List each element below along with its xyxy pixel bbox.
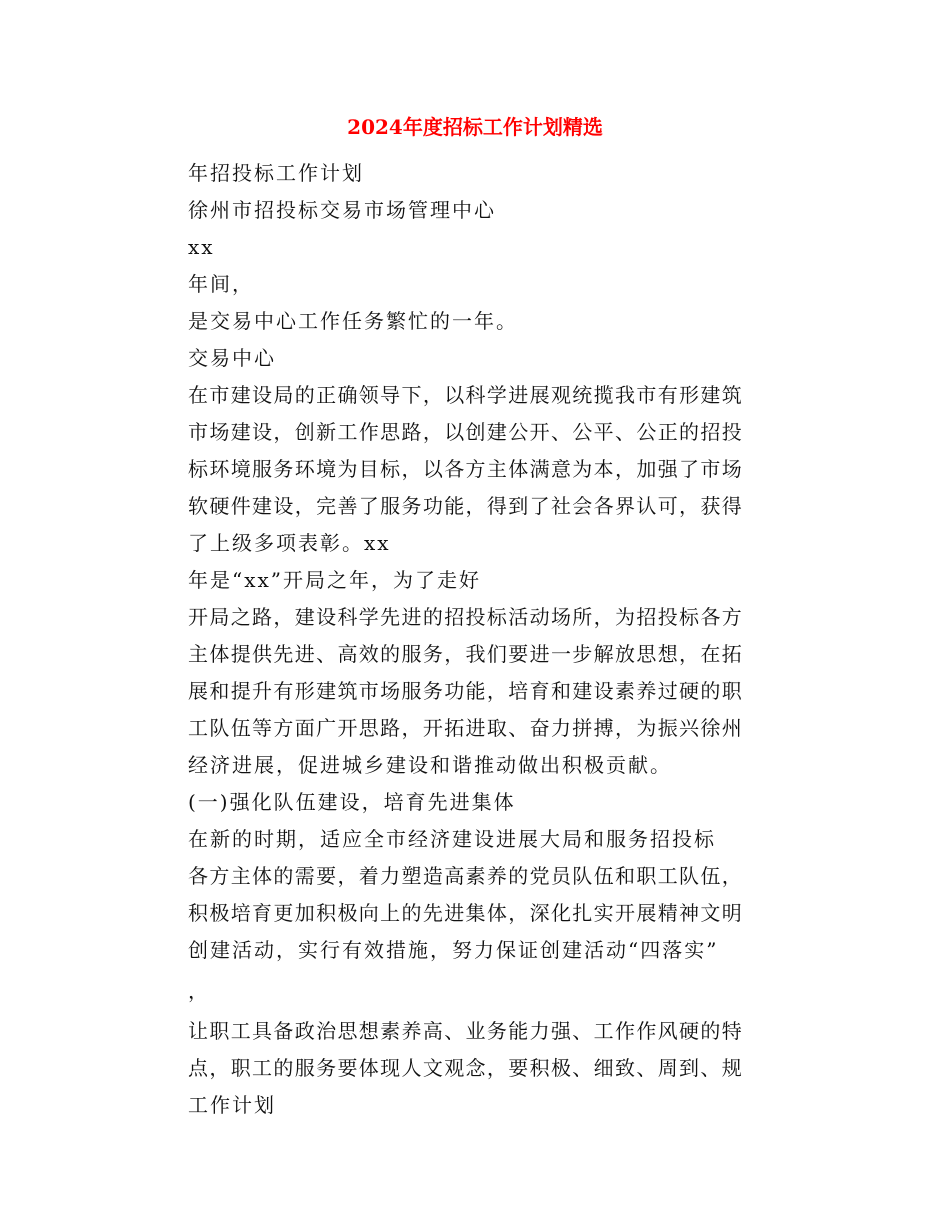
text-line: 主体提供先进、高效的服务，我们要进一步解放思想，在拓 [188, 642, 744, 666]
text-line: 是交易中心工作任务繁忙的一年。 [188, 309, 518, 333]
text-line: 交易中心 [188, 346, 276, 370]
text-line: 标环境服务环境为目标，以各方主体满意为本，加强了市场 [188, 457, 744, 481]
text-line: 年间， [188, 272, 254, 296]
text-line: 各方主体的需要，着力塑造高素养的党员队伍和职工队伍， [188, 864, 744, 888]
text-line: 软硬件建设，完善了服务功能，得到了社会各界认可，获得 [188, 494, 744, 518]
text-line: 工队伍等方面广开思路，开拓进取、奋力拼搏，为振兴徐州 [188, 716, 744, 740]
text-line: 了上级多项表彰。xx [188, 531, 391, 555]
text-line: 积极培育更加积极向上的先进集体，深化扎实开展精神文明 [188, 901, 744, 925]
text-line: 开局之路，建设科学先进的招投标活动场所，为招投标各方 [188, 605, 744, 629]
text-line: 在市建设局的正确领导下，以科学进展观统揽我市有形建筑 [188, 383, 744, 407]
document-body [188, 155, 768, 1124]
text-line: ， [188, 979, 210, 1003]
text-line: 展和提升有形建筑市场服务功能，培育和建设素养过硬的职 [188, 679, 744, 703]
text-line: 让职工具备政治思想素养高、业务能力强、工作作风硬的特 [188, 1019, 744, 1043]
text-line: 徐州市招投标交易市场管理中心 [188, 198, 496, 222]
text-line: 市场建设，创新工作思路，以创建公开、公平、公正的招投 [188, 420, 744, 444]
text-line: 年是“xx”开局之年，为了走好 [188, 568, 482, 592]
document-title: 2024年度招标工作计划精选 [347, 115, 603, 139]
text-line: 创建活动，实行有效措施，努力保证创建活动“四落实” [188, 938, 719, 962]
text-line: 经济进展，促进城乡建设和谐推动做出积极贡献。 [188, 753, 672, 777]
text-line: xx [188, 235, 215, 259]
text-line: 工作计划 [188, 1093, 276, 1117]
text-line: 在新的时期，适应全市经济建设进展大局和服务招投标 [188, 827, 716, 851]
section-heading: (一)强化队伍建设，培育先进集体 [188, 790, 516, 814]
text-line: 点，职工的服务要体现人文观念，要积极、细致、周到、规 [188, 1056, 744, 1080]
text-line: 年招投标工作计划 [188, 161, 364, 185]
